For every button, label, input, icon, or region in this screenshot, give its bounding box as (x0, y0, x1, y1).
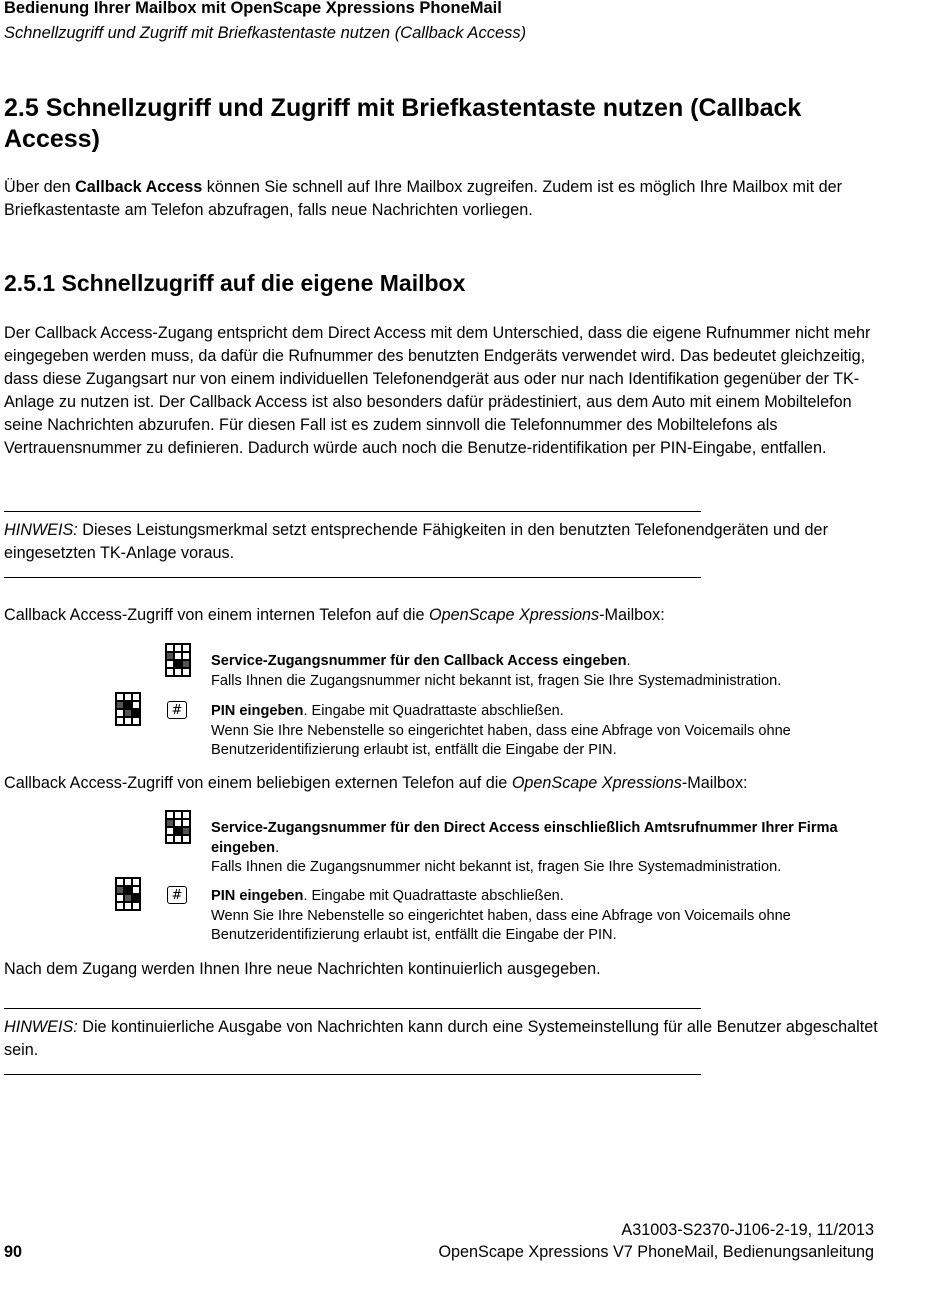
subsection-body: Der Callback Access-Zugang entspricht dem Direct Access mit dem Unterschied, dass die eigene Rufnummer nicht mehr eingegeben werden muss, da dafür die Rufnummer des benutzten Endgeräts verwendet wird. Das bedeutet gleichzeitig, dass diese Zugangsart nur von einem individuellen Telefonendgerät aus oder nur nach Identifikation gegenüber der TK-Anlage zu nutzen ist. Der Callback Access ist also besonders dafür prädestiniert, aus dem Auto mit einem Mobiltelefon seine Nachrichten abzurufen. Für diesen Fall ist es zudem sinnvoll die Telefonnummer des Mobiltelefons als Vertrauensnummer zu definieren. Dadurch würde auch noch die Benutze-ridentifikation per PIN-Eingabe, entfallen. (4, 324, 871, 457)
note-label: HINWEIS: (4, 521, 78, 539)
external-intro (4, 772, 894, 795)
step-description: Wenn Sie Ihre Nebenstelle so eingerichtet haben, dass eine Abfrage von Voicemails ohne Benutzeridentifizierung erlaubt ist, entfällt die Eingabe der PIN. (211, 722, 791, 758)
step-description: Falls Ihnen die Zugangsnummer nicht bekannt ist, fragen Sie Ihre Systemadministration. (211, 672, 782, 689)
external-step-access-number (211, 819, 861, 878)
note-bottom-rule (4, 1074, 701, 1075)
running-header-title: Bedienung Ihrer Mailbox mit OpenScape Xpressions PhoneMail (4, 0, 502, 17)
intro-text-bold: Callback Access (75, 178, 203, 196)
step-title: PIN eingeben (211, 703, 304, 719)
internal-intro (4, 604, 894, 627)
keypad-icon (165, 643, 191, 677)
note-top-rule (4, 1008, 701, 1009)
step-title: Service-Zugangsnummer für den Direct Access einschließlich Amtsrufnummer Ihrer Firma eingeben (211, 820, 838, 856)
intro-text-post: können Sie schnell auf Ihre Mailbox zugreifen. Zudem ist es möglich Ihre Mailbox mit der Briefkastentaste am Telefon abzufragen, falls neue Nachrichten vorliegen. (4, 178, 842, 219)
external-intro-post: -Mailbox: (681, 774, 748, 792)
internal-intro-product: OpenScape Xpressions (429, 606, 600, 624)
step-title-dot: . (275, 839, 280, 856)
after-access-text: Nach dem Zugang werden Ihnen Ihre neue Nachrichten kontinuierlich ausgegeben. (4, 960, 601, 978)
footer-document-id: A31003-S2370-J106-2-19, 11/2013 (621, 1221, 874, 1239)
keypad-icon (165, 810, 191, 844)
page-number: 90 (4, 1243, 23, 1261)
footer-document-title: OpenScape Xpressions V7 PhoneMail, Bedienungsanleitung (438, 1243, 874, 1261)
internal-intro-post: -Mailbox: (599, 606, 665, 624)
hash-key-icon: # (167, 701, 187, 719)
keypad-icon (115, 692, 141, 726)
section-intro (4, 176, 894, 222)
step-title: Service-Zugangsnummer für den Callback Access eingeben (211, 653, 627, 669)
note-text: Die kontinuierliche Ausgabe von Nachrichten kann durch eine Systemeinstellung für alle Benutzer abgeschaltet sein. (4, 1018, 878, 1059)
step-title: PIN eingeben (211, 888, 304, 904)
step-title-post: . Eingabe mit Quadrattaste abschließen. (303, 703, 564, 719)
step-description: Falls Ihnen die Zugangsnummer nicht bekannt ist, fragen Sie Ihre Systemadministration. (211, 859, 782, 875)
note-bottom-rule (4, 577, 701, 578)
internal-intro-pre: Callback Access-Zugriff von einem internen Telefon auf die (4, 606, 430, 624)
external-intro-pre: Callback Access-Zugriff von einem beliebigen externen Telefon auf die (4, 774, 512, 792)
subsection-heading: 2.5.1 Schnellzugriff auf die eigene Mailbox (4, 270, 466, 296)
step-description: Wenn Sie Ihre Nebenstelle so eingerichtet haben, dass eine Abfrage von Voicemails ohne Benutzeridentifizierung erlaubt ist, entfällt die Eingabe der PIN. (211, 907, 791, 943)
external-step-pin (211, 887, 861, 946)
note-text: Dieses Leistungsmerkmal setzt entsprechende Fähigkeiten in den benutzten Telefonendgeräten und der eingesetzten TK-Anlage voraus. (4, 521, 828, 562)
section-heading: 2.5 Schnellzugriff und Zugriff mit Briefkastentaste nutzen (Callback Access) (4, 94, 802, 153)
external-intro-product: OpenScape Xpressions (511, 774, 682, 792)
step-title-dot: . (626, 653, 631, 669)
intro-text-pre: Über den (4, 178, 76, 196)
step-title-post: . Eingabe mit Quadrattaste abschließen. (303, 888, 564, 904)
note-label: HINWEIS: (4, 1018, 78, 1036)
note-hinweis-2 (4, 1016, 894, 1062)
note-hinweis-1 (4, 519, 894, 565)
running-header-subtitle: Schnellzugriff und Zugriff mit Briefkastentaste nutzen (Callback Access) (4, 24, 527, 42)
hash-key-icon: # (167, 886, 187, 904)
internal-step-pin (211, 702, 861, 761)
keypad-icon (115, 877, 141, 911)
internal-step-access-number (211, 652, 861, 691)
note-top-rule (4, 511, 701, 512)
